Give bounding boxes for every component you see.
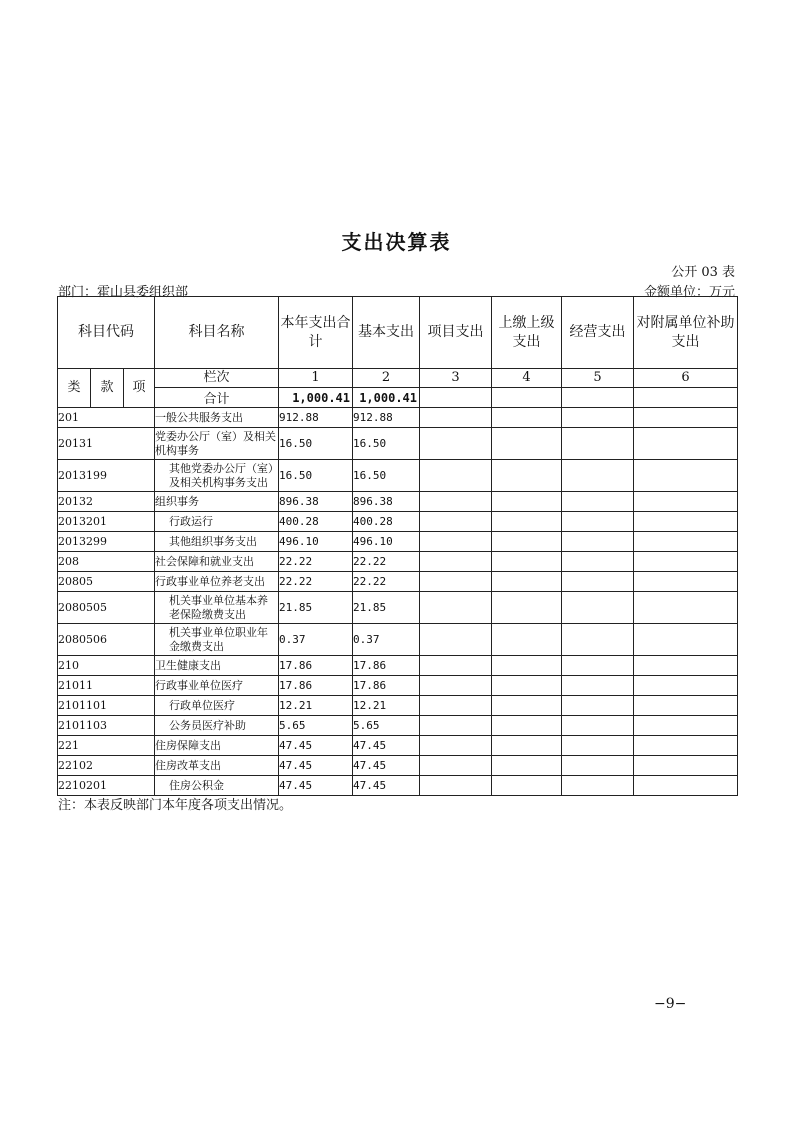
basic-expenditure: 47.45 [353,756,420,776]
business-expenditure [562,656,634,676]
basic-expenditure: 22.22 [353,572,420,592]
business-expenditure [562,512,634,532]
project-expenditure [420,716,492,736]
subject-code: 221 [58,736,155,756]
amount-unit: 金额单位：万元 [643,285,735,300]
subject-name: 社会保障和就业支出 [155,552,279,572]
subsidiary-expenditure [634,592,738,624]
table-row [58,428,738,460]
table-row [58,776,738,796]
project-expenditure [420,532,492,552]
project-expenditure [420,408,492,428]
basic-expenditure: 47.45 [353,776,420,796]
basic-expenditure: 496.10 [353,532,420,552]
col-number-1: 1 [279,369,353,388]
total-expenditure: 47.45 [279,756,353,776]
page-number: −9− [654,996,687,1012]
project-expenditure [420,756,492,776]
table-row [58,592,738,624]
col-number-2: 2 [353,369,420,388]
business-expenditure [562,492,634,512]
subject-code: 2080506 [58,624,155,656]
subject-code: 2013199 [58,460,155,492]
upper-expenditure [492,572,562,592]
basic-expenditure: 47.45 [353,736,420,756]
total-expenditure: 912.88 [279,408,353,428]
subsidiary-expenditure [634,552,738,572]
project-expenditure [420,592,492,624]
summary-label: 合计 [155,388,279,408]
summary-upper [492,388,562,408]
subject-code: 20805 [58,572,155,592]
table-note: 注：本表反映部门本年度各项支出情况。 [58,798,293,813]
department-label: 部门：霍山县委组织部 [58,285,189,300]
total-expenditure: 12.21 [279,696,353,716]
subsidiary-expenditure [634,696,738,716]
column-number-row [58,369,738,388]
subject-name: 机关事业单位基本养老保险缴费支出 [155,592,279,624]
basic-expenditure: 896.38 [353,492,420,512]
upper-expenditure [492,408,562,428]
table-row [58,696,738,716]
table-row [58,656,738,676]
upper-expenditure [492,532,562,552]
subject-name: 其他组织事务支出 [155,532,279,552]
header-kuan: 款 [91,369,124,408]
expenditure-table [57,296,738,796]
subsidiary-expenditure [634,460,738,492]
project-expenditure [420,676,492,696]
total-expenditure: 400.28 [279,512,353,532]
basic-expenditure: 16.50 [353,460,420,492]
business-expenditure [562,624,634,656]
subject-name: 行政单位医疗 [155,696,279,716]
project-expenditure [420,512,492,532]
subsidiary-expenditure [634,656,738,676]
subject-code: 22102 [58,756,155,776]
subject-code: 2013201 [58,512,155,532]
basic-expenditure: 21.85 [353,592,420,624]
total-expenditure: 22.22 [279,572,353,592]
summary-row [58,388,738,408]
project-expenditure [420,572,492,592]
header-lanci: 栏次 [155,369,279,388]
subsidiary-expenditure [634,756,738,776]
project-expenditure [420,492,492,512]
summary-total: 1,000.41 [279,388,353,408]
page-title: 支出决算表 [341,230,452,254]
subsidiary-expenditure [634,776,738,796]
subsidiary-expenditure [634,428,738,460]
upper-expenditure [492,552,562,572]
business-expenditure [562,676,634,696]
business-expenditure [562,696,634,716]
subsidiary-expenditure [634,532,738,552]
total-expenditure: 17.86 [279,656,353,676]
subject-name: 卫生健康支出 [155,656,279,676]
project-expenditure [420,776,492,796]
upper-expenditure [492,696,562,716]
subject-name: 公务员医疗补助 [155,716,279,736]
header-business: 经营支出 [562,297,634,369]
basic-expenditure: 17.86 [353,676,420,696]
upper-expenditure [492,716,562,736]
subject-code: 2101103 [58,716,155,736]
col-number-6: 6 [634,369,738,388]
subject-name: 党委办公厅（室）及相关机构事务 [155,428,279,460]
subsidiary-expenditure [634,624,738,656]
upper-expenditure [492,756,562,776]
header-upper: 上缴上级支出 [492,297,562,369]
business-expenditure [562,552,634,572]
header-xiang: 项 [124,369,155,408]
table-row [58,716,738,736]
summary-project [420,388,492,408]
basic-expenditure: 17.86 [353,656,420,676]
subject-name: 机关事业单位职业年金缴费支出 [155,624,279,656]
business-expenditure [562,716,634,736]
project-expenditure [420,428,492,460]
subsidiary-expenditure [634,572,738,592]
header-lei: 类 [58,369,91,408]
summary-business [562,388,634,408]
summary-basic: 1,000.41 [353,388,420,408]
upper-expenditure [492,676,562,696]
total-expenditure: 896.38 [279,492,353,512]
subsidiary-expenditure [634,676,738,696]
header-total: 本年支出合计 [279,297,353,369]
total-expenditure: 17.86 [279,676,353,696]
header-row [58,297,738,369]
header-basic: 基本支出 [353,297,420,369]
table-row [58,624,738,656]
business-expenditure [562,592,634,624]
subject-name: 一般公共服务支出 [155,408,279,428]
project-expenditure [420,460,492,492]
project-expenditure [420,624,492,656]
subsidiary-expenditure [634,512,738,532]
upper-expenditure [492,512,562,532]
total-expenditure: 47.45 [279,736,353,756]
business-expenditure [562,532,634,552]
col-number-4: 4 [492,369,562,388]
subject-name: 组织事务 [155,492,279,512]
table-row [58,676,738,696]
table-row [58,492,738,512]
subject-code: 201 [58,408,155,428]
subject-code: 2080505 [58,592,155,624]
subsidiary-expenditure [634,492,738,512]
table-row [58,460,738,492]
table-row [58,552,738,572]
total-expenditure: 21.85 [279,592,353,624]
total-expenditure: 0.37 [279,624,353,656]
upper-expenditure [492,656,562,676]
upper-expenditure [492,624,562,656]
upper-expenditure [492,592,562,624]
subject-name: 住房保障支出 [155,736,279,756]
business-expenditure [562,460,634,492]
upper-expenditure [492,428,562,460]
table-row [58,532,738,552]
subject-code: 20131 [58,428,155,460]
project-expenditure [420,696,492,716]
basic-expenditure: 12.21 [353,696,420,716]
project-expenditure [420,736,492,756]
col-number-3: 3 [420,369,492,388]
basic-expenditure: 400.28 [353,512,420,532]
table-row [58,512,738,532]
subject-code: 2013299 [58,532,155,552]
basic-expenditure: 16.50 [353,428,420,460]
subject-code: 208 [58,552,155,572]
total-expenditure: 496.10 [279,532,353,552]
col-number-5: 5 [562,369,634,388]
basic-expenditure: 912.88 [353,408,420,428]
basic-expenditure: 22.22 [353,552,420,572]
subject-name: 住房改革支出 [155,756,279,776]
business-expenditure [562,736,634,756]
business-expenditure [562,776,634,796]
basic-expenditure: 0.37 [353,624,420,656]
business-expenditure [562,408,634,428]
form-number: 公开 03 表 [671,265,735,280]
business-expenditure [562,756,634,776]
header-code: 科目代码 [58,297,155,369]
subject-name: 其他党委办公厅（室）及相关机构事务支出 [155,460,279,492]
basic-expenditure: 5.65 [353,716,420,736]
upper-expenditure [492,736,562,756]
business-expenditure [562,428,634,460]
total-expenditure: 16.50 [279,460,353,492]
total-expenditure: 47.45 [279,776,353,796]
header-project: 项目支出 [420,297,492,369]
subject-code: 2210201 [58,776,155,796]
table-row [58,736,738,756]
subject-code: 2101101 [58,696,155,716]
subject-code: 21011 [58,676,155,696]
upper-expenditure [492,776,562,796]
business-expenditure [562,572,634,592]
subsidiary-expenditure [634,716,738,736]
table-row [58,756,738,776]
subsidiary-expenditure [634,736,738,756]
header-subsidiary: 对附属单位补助支出 [634,297,738,369]
table-row [58,572,738,592]
subsidiary-expenditure [634,408,738,428]
upper-expenditure [492,460,562,492]
subject-code: 20132 [58,492,155,512]
upper-expenditure [492,492,562,512]
summary-subsidiary [634,388,738,408]
total-expenditure: 5.65 [279,716,353,736]
project-expenditure [420,656,492,676]
total-expenditure: 22.22 [279,552,353,572]
subject-name: 行政运行 [155,512,279,532]
subject-name: 行政事业单位养老支出 [155,572,279,592]
total-expenditure: 16.50 [279,428,353,460]
subject-name: 行政事业单位医疗 [155,676,279,696]
table-row [58,408,738,428]
subject-name: 住房公积金 [155,776,279,796]
header-name: 科目名称 [155,297,279,369]
subject-code: 210 [58,656,155,676]
project-expenditure [420,552,492,572]
